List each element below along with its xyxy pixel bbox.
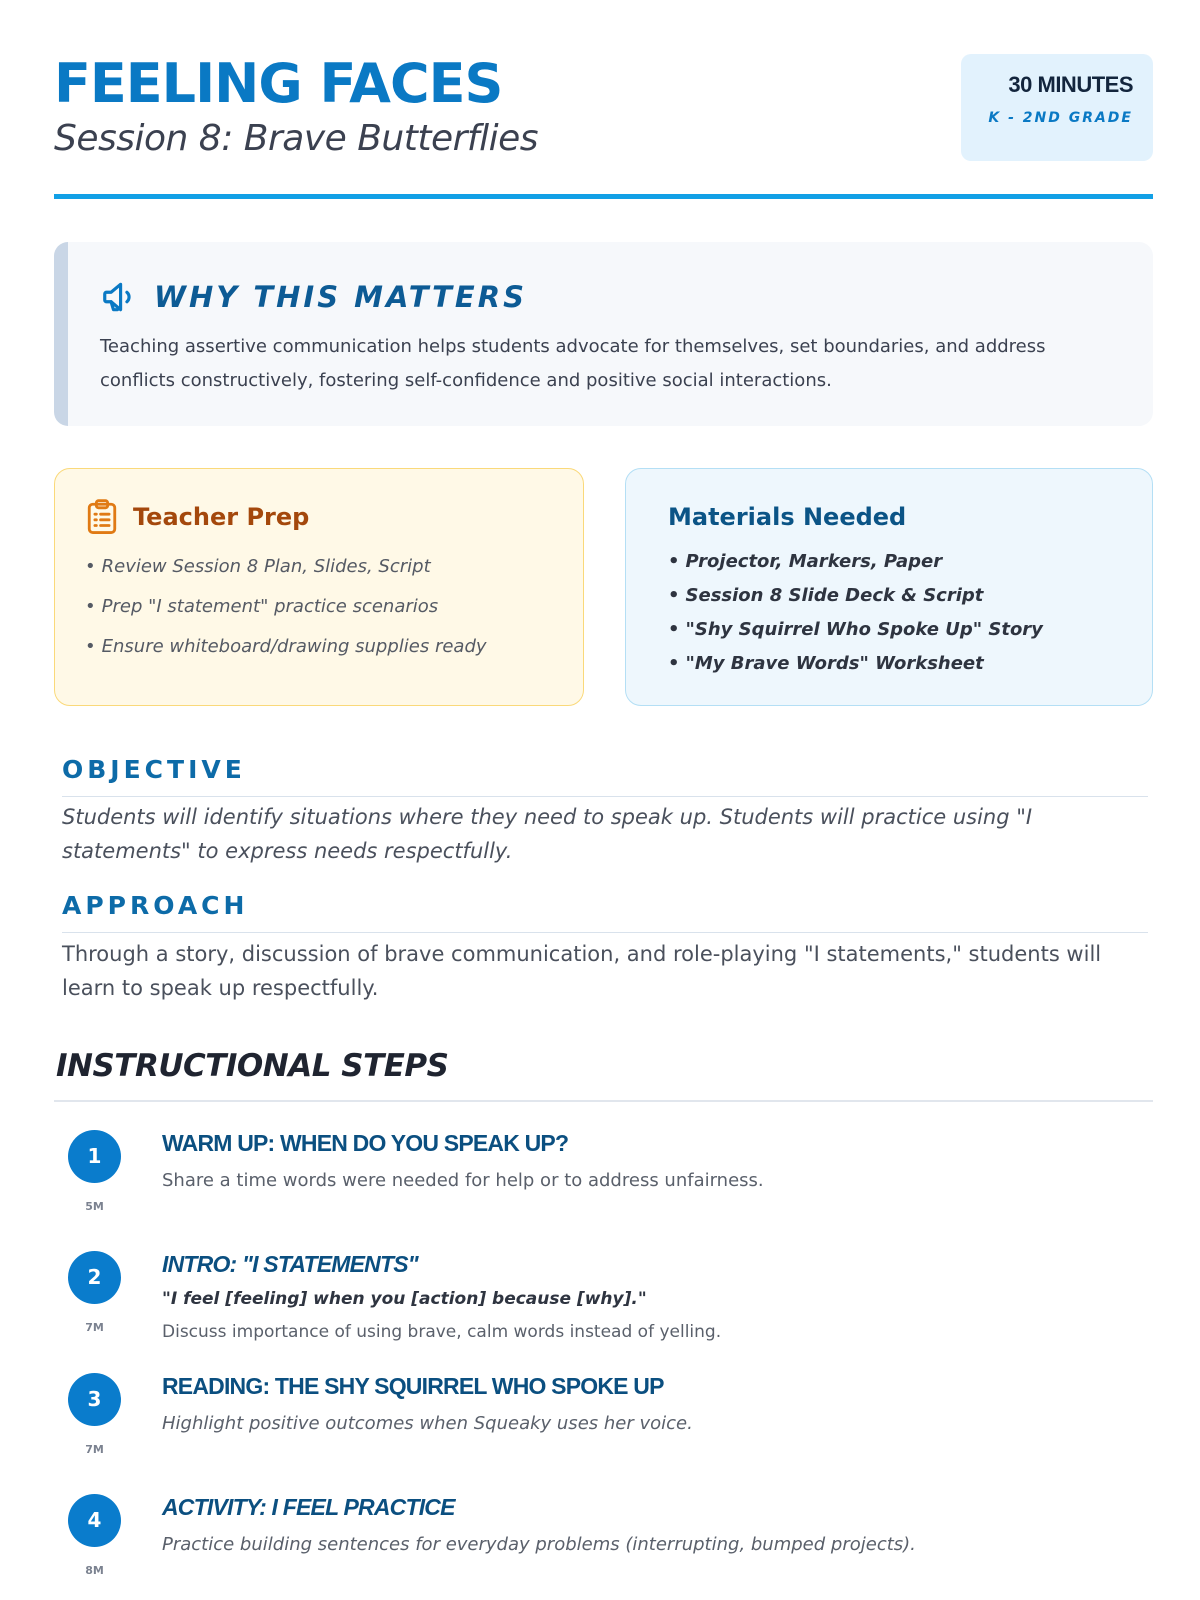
objective-divider — [62, 796, 1148, 797]
step-number-badge: 3 — [68, 1373, 121, 1426]
materials-list — [668, 545, 1124, 681]
session-subtitle: Session 8: Brave Butterflies — [54, 118, 539, 159]
list-item: • Review Session 8 Plan, Slides, Script — [85, 547, 555, 587]
header — [54, 52, 1153, 202]
step-number-badge: 1 — [68, 1130, 121, 1183]
list-item: • "My Brave Words" Worksheet — [668, 647, 1124, 681]
step-3 — [54, 1373, 1153, 1483]
teacher-prep-title: Teacher Prep — [133, 503, 310, 531]
list-item: • Ensure whiteboard/drawing supplies ready — [85, 627, 555, 667]
step-duration: 8M — [85, 1564, 104, 1577]
list-item: • Prep "I statement" practice scenarios — [85, 587, 555, 627]
materials-title: Materials Needed — [668, 503, 907, 531]
step-4 — [54, 1494, 1153, 1600]
why-title: WHY THIS MATTERS — [154, 280, 527, 314]
step-duration: 5M — [85, 1200, 104, 1213]
step-title: READING: THE SHY SQUIRREL WHO SPOKE UP — [162, 1373, 664, 1399]
instructional-steps-heading: INSTRUCTIONAL STEPS — [56, 1048, 449, 1084]
approach-heading: APPROACH — [62, 891, 249, 920]
clipboard-icon — [85, 498, 119, 536]
header-divider — [54, 194, 1153, 199]
teacher-prep-list — [85, 547, 555, 667]
approach-text: Through a story, discussion of brave communication, and role-playing "I statements," students will learn to speak up respectfully. — [62, 942, 1102, 1000]
step-description: Discuss importance of using brave, calm words instead of yelling. — [162, 1322, 722, 1342]
step-duration: 7M — [85, 1443, 104, 1456]
step-title: ACTIVITY: I FEEL PRACTICE — [162, 1494, 455, 1520]
steps-divider — [54, 1100, 1153, 1102]
list-item: • "Shy Squirrel Who Spoke Up" Story — [668, 613, 1124, 647]
badge-duration: 30 MINUTES — [1008, 72, 1133, 97]
step-quote: "I feel [feeling] when you [action] because [why]." — [162, 1289, 647, 1309]
step-number-badge: 2 — [68, 1251, 121, 1304]
list-item: • Session 8 Slide Deck & Script — [668, 579, 1124, 613]
objective-text: Students will identify situations where they need to speak up. Students will practice using "I statements" to express needs respectfully. — [62, 805, 1033, 863]
badge-grade: K - 2ND GRADE — [988, 110, 1133, 126]
materials-card — [625, 468, 1153, 706]
step-title: WARM UP: WHEN DO YOU SPEAK UP? — [162, 1130, 569, 1156]
step-duration: 7M — [85, 1321, 104, 1334]
step-2 — [54, 1251, 1153, 1361]
step-description: Share a time words were needed for help or to address unfairness. — [162, 1170, 764, 1191]
step-title: INTRO: "I STATEMENTS" — [162, 1251, 418, 1277]
step-description: Highlight positive outcomes when Squeaky uses her voice. — [162, 1413, 693, 1434]
list-item: • Projector, Markers, Paper — [668, 545, 1124, 579]
step-1 — [54, 1130, 1153, 1240]
approach-divider — [62, 932, 1148, 933]
why-text: Teaching assertive communication helps students advocate for themselves, set boundaries, and address conflicts constructively, fostering self-confidence and positive social interactions. — [100, 336, 1046, 391]
why-this-matters-panel — [54, 242, 1153, 426]
megaphone-icon — [100, 278, 138, 316]
objective-heading: OBJECTIVE — [62, 755, 246, 784]
teacher-prep-card — [54, 468, 584, 706]
step-number-badge: 4 — [68, 1494, 121, 1547]
step-description: Practice building sentences for everyday problems (interrupting, bumped projects). — [162, 1534, 916, 1555]
duration-badge — [961, 54, 1153, 161]
page-title: FEELING FACES — [54, 52, 503, 115]
